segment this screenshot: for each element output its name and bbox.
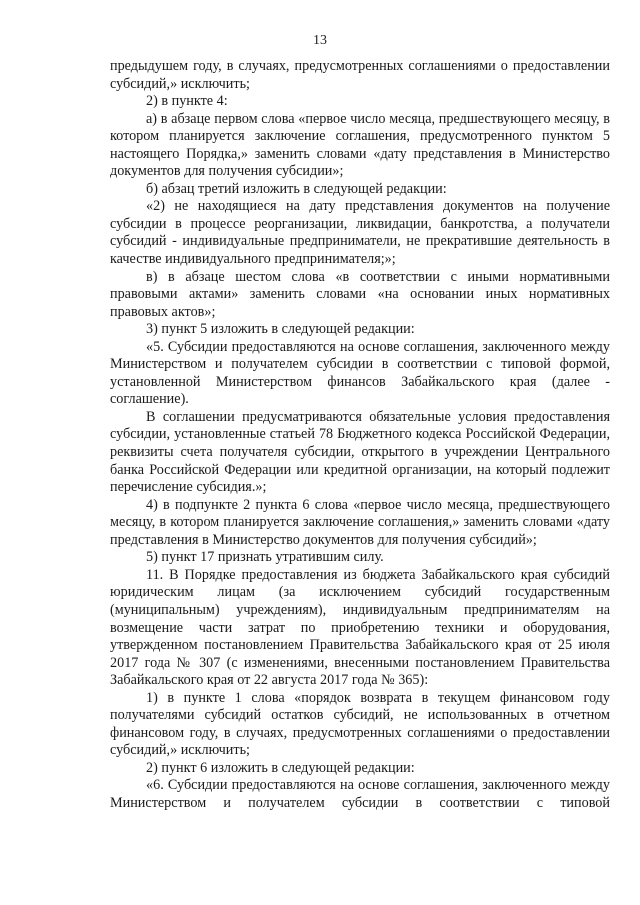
paragraph: 2) в пункте 4: bbox=[146, 93, 228, 110]
paragraph: «5. Субсидии предоставляются на основе соглашения, заключенного между Министерством и получателем субсидии в соответствии с типовой формой, установленной Министерством финансов Забайкальского края (далее - соглашение). bbox=[110, 338, 610, 408]
paragraph: предыдушем году, в случаях, предусмотренных соглашениями о предоставлении субсидий,» исключить; bbox=[110, 58, 610, 92]
paragraph: а) в абзаце первом слова «первое число месяца, предшествующего месяцу, в котором планируется заключение соглашения, предусмотренного пунктом 5 настоящего Порядка,» заменить словами «дату представления в Министерство документов для получения субсидии»; bbox=[110, 110, 610, 180]
paragraph: 5) пункт 17 признать утратившим силу. bbox=[146, 549, 384, 566]
paragraph: «2) не находящиеся на дату представления документов на получение субсидии в процессе реорганизации, ликвидации, банкротства, а получатели субсидий - индивидуальные предприниматели, не прекратившие деятельность в качестве индивидуального предпринимателя;»; bbox=[110, 198, 610, 268]
paragraph: в) в абзаце шестом слова «в соответствии с иными нормативными правовыми актами» заменить словами «на основании иных нормативных правовых актов»; bbox=[110, 268, 610, 320]
document-body bbox=[110, 58, 610, 813]
page-number: 13 bbox=[313, 33, 327, 48]
paragraph: «6. Субсидии предоставляются на основе соглашения, заключенного между Министерством и получателем субсидии в соответствии с типовой bbox=[110, 777, 610, 811]
paragraph: б) абзац третий изложить в следующей редакции: bbox=[146, 180, 447, 197]
paragraph: 2) пункт 6 изложить в следующей редакции: bbox=[146, 759, 415, 776]
paragraph: 1) в пункте 1 слова «порядок возврата в текущем финансовом году получателями субсидий остатков субсидий, не использованных в отчетном финансовом году, в случаях, предусмотренных соглашениями о предоставлении субсидий,» исключить; bbox=[110, 689, 610, 759]
paragraph: 4) в подпункте 2 пункта 6 слова «первое число месяца, предшествующего месяцу, в котором планируется заключение соглашения,» заменить словами «дату представления в Министерство документов для получения субсидий»; bbox=[110, 496, 610, 548]
paragraph: 11. В Порядке предоставления из бюджета Забайкальского края субсидий юридическим лицам (за исключением субсидий государственным (муниципальным) учреждениям), индивидуальным предпринимателям на возмещение части затрат по приобретению техники и оборудования, утвержденном постановлением Правительства Забайкальского края от 25 июля 2017 года № 307 (с изменениями, внесенными постановлением Правительства Забайкальского края от 22 августа 2017 года № 365): bbox=[110, 566, 610, 689]
paragraph: 3) пункт 5 изложить в следующей редакции: bbox=[146, 321, 415, 338]
paragraph: В соглашении предусматриваются обязательные условия предоставления субсидии, установленные статьей 78 Бюджетного кодекса Российской Федерации, реквизиты счета получателя субсидии, открытого в учреждении Центрального банка Российской Федерации или кредитной организации, на который подлежит перечисление субсидия.»; bbox=[110, 408, 610, 496]
